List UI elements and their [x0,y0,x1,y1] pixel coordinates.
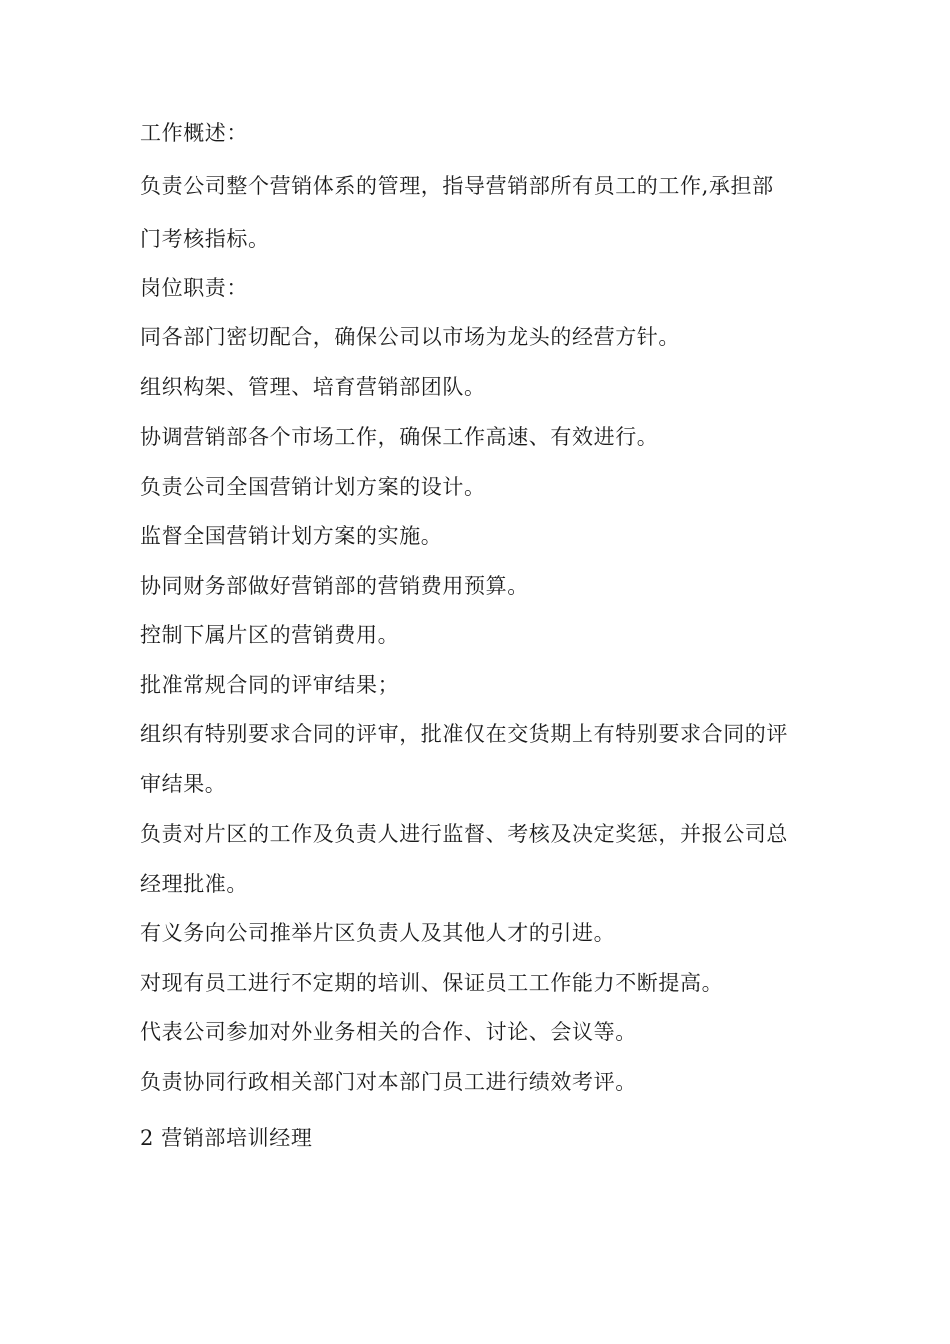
duty-item: 代表公司参加对外业务相关的合作、讨论、会议等。 [140,1020,637,1044]
duty-item: 负责公司全国营销计划方案的设计。 [140,475,486,499]
section-heading-overview: 工作概述： [140,121,248,145]
overview-paragraph-line-2: 门考核指标。 [140,227,270,251]
duty-item-continuation: 审结果。 [140,772,227,796]
duty-item: 同各部门密切配合，确保公司以市场为龙头的经营方针。 [140,325,680,349]
overview-paragraph-line-1: 负责公司整个营销体系的管理，指导营销部所有员工的工作,承担部 [140,174,774,198]
duty-item: 对现有员工进行不定期的培训、保证员工工作能力不断提高。 [140,971,724,995]
duty-item: 负责对片区的工作及负责人进行监督、考核及决定奖惩，并报公司总 [140,822,788,846]
duty-item-continuation: 经理批准。 [140,872,248,896]
duty-item: 负责协同行政相关部门对本部门员工进行绩效考评。 [140,1070,637,1094]
section-heading-duties: 岗位职责： [140,276,248,300]
duty-item: 有义务向公司推举片区负责人及其他人才的引进。 [140,921,616,945]
section-heading-training-manager: 2 营销部培训经理 [140,1126,313,1150]
duty-item: 协调营销部各个市场工作，确保工作高速、有效进行。 [140,425,659,449]
duty-item: 控制下属片区的营销费用。 [140,623,400,647]
duty-item: 组织构架、管理、培育营销部团队。 [140,375,486,399]
duty-item: 组织有特别要求合同的评审，批准仅在交货期上有特别要求合同的评 [140,722,788,746]
duty-item: 监督全国营销计划方案的实施。 [140,524,443,548]
duty-item: 协同财务部做好营销部的营销费用预算。 [140,574,529,598]
duty-item: 批准常规合同的评审结果； [140,673,400,697]
